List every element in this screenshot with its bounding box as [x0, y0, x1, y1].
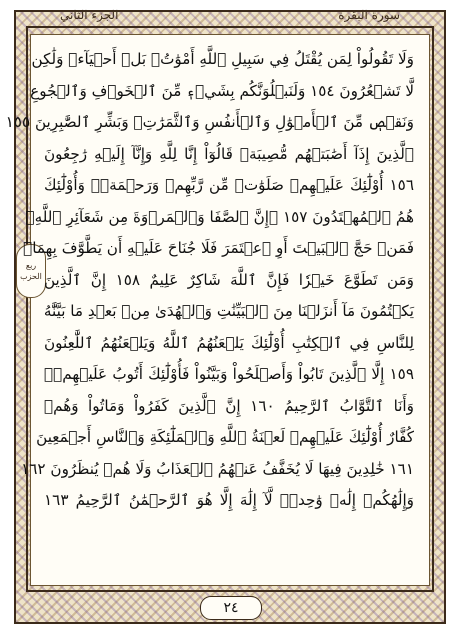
text-line: وَنَقۡصٖ مِّنَ ٱلۡأَمۡوَٰلِ وَٱلۡأَنفُسِ وَٱلثَّمَرَٰتِۗ وَبَشِّرِ ٱلصَّٰبِرِينَ ١٥٥ — [5, 113, 414, 131]
page-number: ٢٤ — [200, 596, 262, 620]
hizb-marker-line1: ربع — [25, 261, 37, 270]
text-line: ١٦١ خَٰلِدِينَ فِيهَا لَا يُخَفَّفُ عَنۡهُمُ ٱلۡعَذَابُ وَلَا هُمۡ يُنظَرُونَ ١٦٢ — [21, 459, 414, 478]
text-line: فَمَنۡ حَجَّ ٱلۡبَيۡتَ أَوِ ٱعۡتَمَرَ فَلَا جُنَاحَ عَلَيۡهِ أَن يَطَّوَّفَ بِهِمَاۚ — [23, 239, 414, 257]
text-line: هُمُ ٱلۡمُهۡتَدُونَ ١٥٧ ۞إِنَّ ٱلصَّفَا وَٱلۡمَرۡوَةَ مِن شَعَآئِرِ ٱللَّهِۖ — [25, 207, 414, 226]
text-line: وَلَا تَقُولُواْ لِمَن يُقْتَلُ فِي سَبِيلِ ٱللَّهِ أَمْوَٰتُۢ بَلۡ أَحۡيَآءٞ وَلَٰكِن — [31, 50, 414, 68]
surah-header: سورة البقرة — [338, 8, 400, 22]
text-line: وَأَنَا ٱلتَّوَّابُ ٱلرَّحِيمُ ١٦٠ إِنَّ ٱلَّذِينَ كَفَرُواْ وَمَاتُواْ وَهُمۡ — [44, 396, 414, 415]
text-line: يَكۡتُمُونَ مَآ أَنزَلۡنَا مِنَ ٱلۡبَيِّنَٰتِ وَٱلۡهُدَىٰ مِنۢ بَعۡدِ مَا بَيَّنَّٰهُ — [43, 302, 414, 320]
text-line: ٱلَّذِينَ إِذَآ أَصَٰبَتۡهُم مُّصِيبَةٞ قَالُوٓاْ إِنَّا لِلَّهِ وَإِنَّآ إِلَيۡهِ رَٰجِعُونَ — [44, 144, 414, 163]
text-line: وَمَن تَطَوَّعَ خَيۡرٗا فَإِنَّ ٱللَّهَ شَاكِرٌ عَلِيمٌ ١٥٨ إِنَّ ٱلَّذِينَ — [44, 270, 414, 289]
text-line: كُفَّارٌ أُوْلَٰٓئِكَ عَلَيۡهِمۡ لَعۡنَةُ ٱللَّهِ وَٱلۡمَلَٰٓئِكَةِ وَٱلنَّاسِ أَجۡمَعِينَ — [36, 428, 414, 446]
text-line: ١٥٦ أُوْلَٰٓئِكَ عَلَيۡهِمۡ صَلَوَٰتٞ مِّن رَّبِّهِمۡ وَرَحۡمَةٞۖ وَأُوْلَٰٓئِكَ — [44, 176, 414, 194]
text-line: لِلنَّاسِ فِي ٱلۡكِتَٰبِ أُوْلَٰٓئِكَ يَلۡعَنُهُمُ ٱللَّهُ وَيَلۡعَنُهُمُ ٱللَّٰعِنُونَ — [44, 333, 414, 352]
text-line: وَإِلَٰهُكُمۡ إِلَٰهٞ وَٰحِدٞۖ لَّآ إِلَٰهَ إِلَّا هُوَ ٱلرَّحۡمَٰنُ ٱلرَّحِيمُ ١٦٣ — [44, 491, 414, 509]
juz-header: الجزء الثاني — [60, 8, 119, 22]
text-line: ١٥٩ إِلَّا ٱلَّذِينَ تَابُواْ وَأَصۡلَحُواْ وَبَيَّنُواْ فَأُوْلَٰٓئِكَ أَتُوبُ عَلَيۡهِمۡۚ — [44, 365, 414, 383]
hizb-marker-line2: الحزب — [20, 272, 42, 281]
text-line: لَّا تَشۡعُرُونَ ١٥٤ وَلَنَبۡلُوَنَّكُم بِشَيۡءٖ مِّنَ ٱلۡخَوۡفِ وَٱلۡجُوعِ — [30, 81, 414, 100]
